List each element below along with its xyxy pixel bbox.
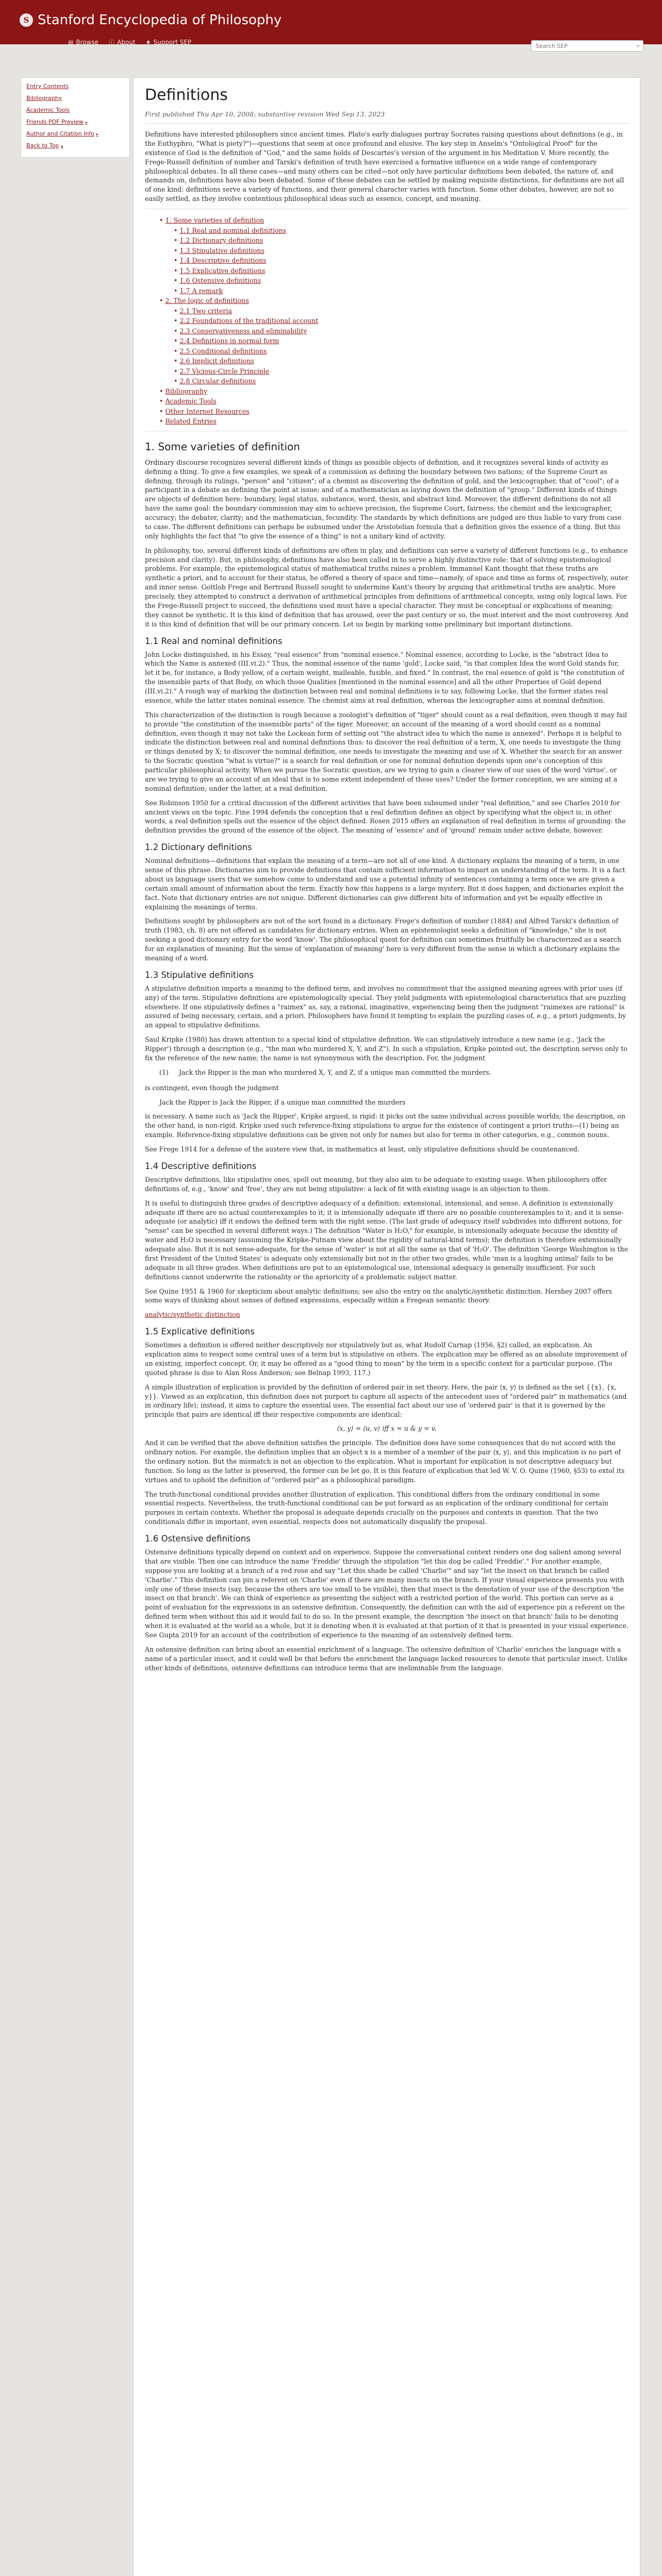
nav-about-label: About [117,39,136,46]
indented-example: Jack the Ripper is Jack the Ripper, if a unique man committed the murders [159,1098,406,1106]
paragraph: See Quine 1951 & 1960 for skepticism about analytic definitions; see also the entry on the analytic/synthetic distinction. Hershey 2007 offers some ways of thinking about senses of defined expressions, especially within a Fregean semantic theory. [145,1287,613,1304]
table-of-contents [145,215,628,427]
paragraph: Sometimes a definition is offered neither descriptively nor stipulatively but as, what Rudolf Carnap (1956, §2) called, an explication. An explication aims to respect some central uses of a term but is stipulative on others. The explication may be offered as an absolute improvement of an existing, imperfect concept. Or, it may be offered as a "good thing to mean" by the term in a specific context for a particular purpose. (The quoted phrase is due to Alan Ross Anderson; see Belnap 1993, 117.) [145,1341,627,1377]
site-header [0,0,662,49]
triangle-up-icon: ▴ [61,144,63,148]
subsection-heading: 1.3 Stipulative definitions [145,970,254,980]
toc-link[interactable]: 1.7 A remark [179,286,223,295]
paragraph: The truth-functional conditional provides another illustration of explication. This conditional differs from the ordinary conditional in some essential respects. Nevertheless, the truth-functional conditional can be put forward as an explication of the ordinary conditional for certain purposes in certain contexts. Whether the proposal is adequate depends crucially on the purposes and contexts in question. That the two conditionals differ in important, even essential, respects does not automatically disqualify the proposal. [145,1490,609,1526]
search-icon[interactable]: ⌕ [636,42,640,49]
toc-item: • 1. Some varieties of definition • 1.1 Real and nominal definitions • 1.2 Dictionary definitions • 1.3 Stipulative definitions • 1.4 Descriptive definitions • 1.5 Explicative definitions • 1.6 Ostensive definitions • 1.7 A remark [159,216,287,295]
preamble: Definitions have interested philosophers since ancient times. Plato's early dialogues portray Socrates raising questions about definitions (e.g., in the Euthyphro, "What is piety?")—questions that seem at once profound and elusive. The key step in Anselm's "Ontological Proof" for the existence of God is the definition of "God," and the same holds of Descartes's version of the argument in his Meditation V. More recently, the Frege-Russell definition of number and Tarski's definition of truth have exercised a formative influence on a wide range of contemporary philosophical debates. In all these cases—and many others can be cited—not only have particular definitions been debated, the nature of, and demands on, definitions have also been debated. Some of these debates can be settled by making requisite distinctions, for definitions are not all of one kind: definitions serve a variety of functions, and their general character varies with function. Some other debates, however, are not so easily settled, as they involve contentious philosophical ideas such as essence, concept, and meaning. [145,130,624,203]
toc-link[interactable]: 1.2 Dictionary definitions [179,236,263,245]
toc-link[interactable]: Academic Tools [165,397,217,405]
paragraph: See Robinson 1950 for a critical discussion of the different activities that have been subsumed under "real definition," and see Charles 2010 for ancient views on the topic. Fine 1994 defends the conception that a real definition defines an object by specifying what the object is; in other words, a real definition spells out the essence of the object defined. Rosen 2015 offers an explanation of real definition in terms of grounding: the definition provides the ground of the essence of the object. The meaning of 'essence' and of 'ground' remain under active debate, however. [145,799,626,835]
toc-link[interactable]: 2.6 Implicit definitions [179,357,254,365]
paragraph: Ostensive definitions typically depend on context and on experience. Suppose the conversational context renders one dog salient among several that are visible. Then one can introduce the name 'Freddie' through the stipulation "let this dog be called 'Freddie'." For another example, suppose you are looking at a branch of a red rose and say "Let this shade be called 'Charlie'" and say "let the insect on that branch be called 'Charlie'." This definition can pin a referent on 'Charlie' even if there are many insects on the branch. If your visual experience presents you with only one of these insects (say, because the others are too small to be visible), then that insect is the denotation of your use of the description 'the insect on that branch'. We can think of experience as presenting the subject with a restricted portion of the world. This portion can serve as a point of evaluation for the expressions in an ostensive definition. Consequently, the definition can with the aid of experience pin a referent on the defined term when without this aid it would fail to do so. In the present example, the description 'the insect on that branch' fails to be denoting when it is evaluated at the world as a whole, but it is denoting when it is evaluated at that portion of it that is presented in your visual experience. See Gupta 2019 for an account of the contribution of experience to the meaning of an ostensively defined term. [145,1548,629,1639]
page-title: Definitions [145,86,228,104]
main-nav [68,38,191,46]
subsection-heading: 1.2 Dictionary definitions [145,842,252,853]
toc-item: • Other Internet Resources [159,407,250,415]
toc-link[interactable]: 1.3 Stipulative definitions [179,246,264,255]
stanford-seal-icon: S [20,13,33,27]
paragraph: And it can be verified that the above definition satisfies the principle. The definition does have some consequences that do not accord with the ordinary notion. For example, the definition implies that an object x is a member of a member of the pair ⟨x, y⟩, and this implication is no part of the ordinary notion. But the mismatch is not an objection to the explication. What is important for explication is not descriptive adequacy but function. So long as the latter is preserved, the former can be let go. It is this feature of explication that led W. V. O. Quine (1960, §53) to extol its virtues and to uphold the definition of "ordered pair" as a philosophical paradigm. [145,1439,625,1484]
subsection-heading: 1.5 Explicative definitions [145,1327,255,1337]
sidebar-bibliography[interactable]: Bibliography [26,95,62,101]
paragraph: Descriptive definitions, like stipulative ones, spell out meaning, but they also aim to be adequate to existing usage. When philosophers offer definitions of, e.g., 'know' and 'free', they are not being stipulative: a lack of fit with existing usage is an objection to them. [145,1175,607,1193]
formula: ⟨x, y⟩ = ⟨u, v⟩ iff x = u & y = v. [337,1425,437,1433]
toc-link[interactable]: 2.4 Definitions in normal form [179,337,279,345]
sidebar [21,77,130,2576]
article [133,77,640,2576]
search-input[interactable] [535,42,637,50]
paragraph: A simple illustration of explication is provided by the definition of ordered pair in set theory. Here, the pair ⟨x, y⟩ is defined as the set {{x}, {x, y}}. Viewed as an explication, this definition does not purport to capture all aspects of the antecedent uses of "ordered pair" in mathematics (and in ordinary life); instead, it aims to capture the essential uses. The essential fact about our use of 'ordered pair' is that it is governed by the principle that pairs are identical iff their respective components are identical: [145,1383,627,1419]
paragraph: John Locke distinguished, in his Essay, "real essence" from "nominal essence." Nominal essence, according to Locke, is the "abstract Idea to which the Name is annexed (III.vi.2)." Thus, the nominal essence of the name 'gold', Locke said, "is that complex Idea the word Gold stands for, let it be, for instance, a Body yellow, of a certain weight, malleable, fusible, and fixed." In contrast, the real essence of gold is "the constitution of the insensible parts of that Body, on which those Qualities [mentioned in the nominal essence] and all the other Properties of Gold depend (III.vi.2)." A rough way of marking the distinction between real and nominal definitions is to say, following Locke, that the former states real essence, while the latter states nominal essence. The chemist aims at real definition, whereas the lexicographer aims at nominal definition. [145,650,624,704]
sidebar-back-to-top[interactable]: Back to Top ▴ [26,142,63,149]
nav-support-label: Support SEP [153,39,192,46]
subsection-heading: 1.4 Descriptive definitions [145,1161,257,1171]
paragraph: This characterization of the distinction is rough because a zoologist's definition of "tiger" should count as a real definition, even though it may fail to provide "the constitution of the insensible parts" of the tiger. Moreover, an account of the meaning of a word should count as a nominal definition, even though it may not take the Lockean form of setting out "the abstract idea to which the name is annexed". Perhaps it is helpful to indicate the distinction between real and nominal definitions thus: to discover the real definition of a term, X, one needs to investigate the thing or things denoted by X; to discover the nominal definition, one needs to investigate the meaning and use of X. Whether the search for an answer to the Socratic question "what is virtue?" is a search for real definition or one for nominal definition depends upon one's conception of this particular philosophical activity. When we pursue the Socratic question, are we trying to gain a clearer view of our uses of the word 'virtue', or are we trying to give an account of an ideal that is to some extent independent of these uses? Under the former conception, we are aiming at a nominal definition; under the latter, at a real definition. [145,710,627,792]
toc-link[interactable]: 2.1 Two criteria [179,307,232,315]
section-heading: 1. Some varieties of definition [145,440,300,453]
example-number: (1) [159,1068,169,1076]
numbered-example [159,1068,628,1077]
nav-browse-label: Browse [76,39,99,46]
publication-info: First published Thu Apr 10, 2008; substantive revision Wed Sep 13, 2023 [145,110,385,118]
sidebar-box [21,77,130,158]
toc-link[interactable]: 1.6 Ostensive definitions [179,277,261,285]
divider [145,123,628,124]
nav-support[interactable] [146,38,192,46]
paragraph: is contingent, even though the judgment [145,1083,279,1092]
site-title[interactable]: Stanford Encyclopedia of Philosophy [38,12,282,28]
entry-link-analytic-synthetic[interactable]: analytic/synthetic distinction [145,1311,240,1319]
toc-link[interactable]: 2. The logic of definitions [165,297,249,305]
toc-item: • 2. The logic of definitions • 2.1 Two criteria • 2.2 Foundations of the traditional account • 2.3 Conservativeness and eliminability • 2.4 Definitions in normal form • 2.5 Conditional definitions • 2.6 Implicit definitions • 2.7 Vicious-Circle Principle • 2.8 Circular definitions [159,297,319,385]
toc-item: • Bibliography [159,387,208,395]
subsection-heading: 1.6 Ostensive definitions [145,1534,251,1544]
toc-link[interactable]: 1.4 Descriptive definitions [179,257,267,265]
toc-link[interactable]: 2.3 Conservativeness and eliminability [179,327,307,335]
toc-link[interactable]: Bibliography [165,387,208,395]
paragraph: is necessary. A name such as 'Jack the Ripper', Kripke argued, is rigid: it picks out the same individual across possible worlds; the description, on the other hand, is non-rigid. Kripke used such reference-fixing stipulations to argue for the existence of contingent a priori truths—(1) being an example. Reference-fixing stipulative definitions can be given not only for names but also for terms in other categories, e.g., common nouns. [145,1112,625,1139]
toc-link[interactable]: Related Entries [165,417,217,426]
inline-link-row [145,1310,628,1319]
toc-link[interactable]: 1.5 Explicative definitions [179,266,266,275]
paragraph: A stipulative definition imparts a meaning to the defined term, and involves no commitment that the assigned meaning agrees with prior uses (if any) of the term. Stipulative definitions are epistemologically special. They yield judgments with epistemological characteristics that are puzzling elsewhere. If one stipulatively defines a "raimex" as, say, a rational, imaginative, experiencing being then the judgment "raimexes are rational" is assured of being necessary, certain, and a priori. Philosophers have found it tempting to explain the puzzling cases of, e.g., a priori judgments, by an appeal to stipulative definitions. [145,984,626,1029]
info-icon: ⓘ [109,39,115,46]
sidebar-academic-tools[interactable]: Academic Tools [26,107,70,113]
book-icon: ▤ [68,39,74,46]
nav-browse[interactable] [68,38,98,46]
subsection-heading: 1.1 Real and nominal definitions [145,636,283,646]
paragraph: Nominal definitions—definitions that explain the meaning of a term—are not all of one kind. A dictionary explains the meaning of a term, in one sense of this phrase. Dictionaries aim to provide definitions that contain sufficient information to impart an understanding of the term. It is a fact about us language users that we somehow come to understand and use a potential infinity of sentences containing a term once we are given a certain small amount of information about the term. Exactly how this happens is a large mystery. But it does happen, and dictionaries exploit the fact. Note that dictionary entries are not unique. Different dictionaries can give different bits of information and yet be equally effective in explaining the meanings of terms. [145,857,625,911]
paragraph: Saul Kripke (1980) has drawn attention to a special kind of stipulative definition. We can stipulatively introduce a new name (e.g., 'Jack the Ripper') through a description (e.g., "the man who murdered X, Y, and Z"). In such a stipulation, Kripke pointed out, the description serves only to fix the reference of the new name; the name is not synonymous with the description. For, the judgment [145,1036,627,1062]
toc-item: • Related Entries [159,417,217,426]
paragraph: It is useful to distinguish three grades of descriptive adequacy of a definition: extensional, intensional, and sense. A definition is extensionally adequate iff there are no actual counterexamples to it; it is intensionally adequate iff there are no possible counterexamples to it; and it is sense-adequate (or analytic) iff it endows the defined term with the right sense. (The last grade of adequacy itself subdivides into different notions, for "sense" can be specified in several different ways.) The definition "Water is H₂O," for example, is intensionally adequate because the identity of water and H₂O is necessary (assuming the Kripke-Putnam view about the rigidity of natural-kind terms); the definition is therefore extensionally adequate also. But it is not sense-adequate, for the sense of 'water' is not at all the same as that of 'H₂O'. The definition 'George Washington is the first President of the United States' is adequate only extensionally but not in the other two grades, while 'man is a laughing animal' fails to be adequate in all three grades. When definitions are put to an epistemological use, intensional adequacy is generally insufficient. For such definitions cannot underwrite the rationality or the aprioricity of a problematic subject matter. [145,1199,628,1281]
gift-icon: ♦ [145,39,151,46]
example-text: Jack the Ripper is the man who murdered X, Y, and Z, if a unique man committed the murders. [179,1068,491,1076]
sidebar-pdf-preview[interactable]: Friends PDF Preview ▸ [26,118,88,125]
paragraph: Ordinary discourse recognizes several different kinds of things as possible objects of definition, and it recognizes several kinds of activity as defining a thing. To give a few examples, we speak of a commission as defining the boundary between two nations; of the Supreme Court as defining, through its rulings, "person" and "citizen"; of a chemist as discovering the definition of gold, and the lexicographer, that of "cool"; of a participant in a debate as defining the point at issue; and of a mathematician as laying down the definition of "group." Different kinds of things are objects of definition here: boundary, legal status, substance, word, thesis, and abstract kind. Moreover, the different definitions do not all have the same goal: the boundary commission may aim to achieve precision, the Supreme Court, fairness; the chemist and the lexicographer, accuracy; the debater, clarity; and the mathematician, fecundity. The standards by which definitions are judged are thus liable to vary from case to case. The different definitions can perhaps be subsumed under the Aristotelian formula that a definition gives the essence of a thing. But this only highlights the fact that "to give the essence of a thing" is not a unitary kind of activity. [145,458,622,540]
site-logo[interactable] [20,12,282,28]
toc-item: • Academic Tools [159,397,217,405]
toc-link[interactable]: 1.1 Real and nominal definitions [179,226,287,234]
sidebar-entry-contents[interactable]: Entry Contents [26,83,69,90]
toc-link[interactable]: 2.8 Circular definitions [179,377,256,385]
paragraph: An ostensive definition can bring about an essential enrichment of a language. The ostensive definition of 'Charlie' enriches the language with a name of a particular insect, and it could well be that before the enrichment the language lacked resources to denote that particular insect. Unlike other kinds of definitions, ostensive definitions can introduce terms that are ineliminable from the language. [145,1645,628,1672]
triangle-right-icon: ▸ [96,132,98,137]
toc-link[interactable]: 1. Some varieties of definition [165,216,264,224]
search-box [531,40,643,52]
toc-link[interactable]: 2.7 Vicious-Circle Principle [179,367,270,375]
sidebar-author-citation[interactable]: Author and Citation Info ▸ [26,130,98,137]
paragraph: Definitions sought by philosophers are not of the sort found in a dictionary. Frege's definition of number (1884) and Alfred Tarski's definition of truth (1983, ch. 8) are not offered as candidates for dictionary entries. When an epistemologist seeks a definition of "knowledge," she is not seeking a good dictionary entry for the word 'know'. The philosophical quest for definition can sometimes fruitfully be characterized as a search for an explanation of meaning. But the sense of 'explanation of meaning' here is very different from the sense in which a dictionary explains the meaning of a word. [145,917,622,962]
toc-link[interactable]: 2.2 Foundations of the traditional account [179,317,319,325]
toc-link[interactable]: 2.5 Conditional definitions [179,347,267,355]
triangle-right-icon: ▸ [85,120,88,125]
toc-link[interactable]: Other Internet Resources [165,407,250,415]
paragraph: See Frege 1914 for a defense of the austere view that, in mathematics at least, only stipulative definitions should be countenanced. [145,1145,580,1154]
nav-about[interactable] [109,38,135,46]
paragraph: In philosophy, too, several different kinds of definitions are often in play, and definitions can serve a variety of different functions (e.g., to enhance precision and clarity). But, in philosophy, definitions have also been called in to serve a highly distinctive role: that of solving epistemological problems. For example, the epistemological status of mathematical truths raises a problem. Immanuel Kant thought that these truths are synthetic a priori, and to account for their status, he offered a theory of space and time—namely, of space and time as forms of, respectively, outer and inner sense. Gottlob Frege and Bertrand Russell sought to undermine Kant's theory by arguing that arithmetical truths are analytic. More precisely, they attempted to construct a derivation of arithmetical principles from definitions of arithmetical concepts, using only logical laws. For the Frege-Russell project to succeed, the definitions used must have a special character. They must be conceptual or explications of meaning; they cannot be synthetic. It is this kind of definition that has aroused, over the past century or so, the most interest and the most controversy. And it is this kind of definition that will be our primary concern. Let us begin by marking some preliminary but important distinctions. [145,546,628,628]
